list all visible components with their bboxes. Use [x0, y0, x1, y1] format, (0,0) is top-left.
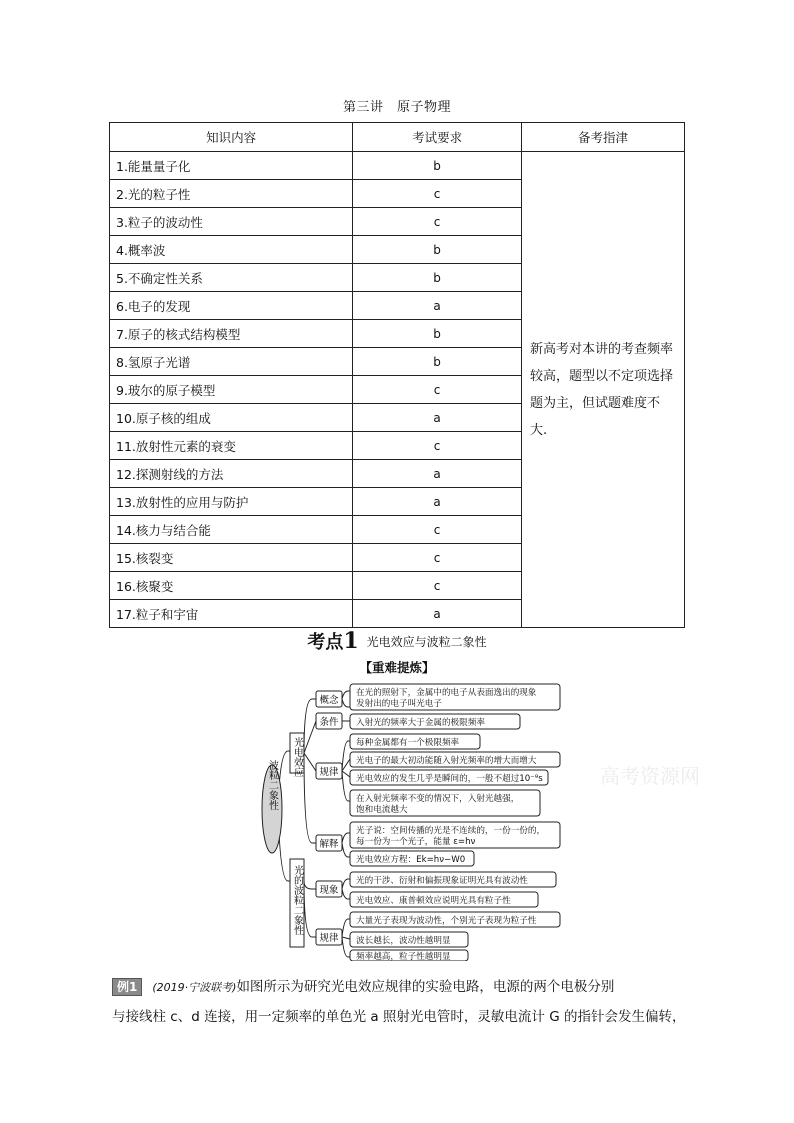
level-cell: c	[353, 516, 522, 544]
topic-cell: 2.光的粒子性	[110, 180, 353, 208]
explain-line1: 光子说：空间传播的光是不连续的，一份一份的，	[356, 826, 546, 836]
branch-duality-label: 光的波粒二象性	[291, 865, 303, 935]
topic-cell: 6.电子的发现	[110, 292, 353, 320]
table-header-row	[110, 123, 685, 152]
level-cell: b	[353, 236, 522, 264]
example-badge: 例1	[112, 978, 142, 996]
example-line1: 如图所示为研究光电效应规律的实验电路，电源的两个电极分别	[236, 979, 615, 995]
topic-cell: 8.氢原子光谱	[110, 348, 353, 376]
level-cell: c	[353, 180, 522, 208]
concept-line1: 在光的照射下，金属中的电子从表面逸出的现象	[356, 688, 537, 698]
wave-law-2: 波长越长，波动性越明显	[356, 936, 451, 946]
concept-line2: 发射出的电子叫光电子	[356, 699, 442, 709]
law-item-2: 光电子的最大初动能随入射光频率的增大而增大	[356, 756, 537, 766]
topic-cell: 7.原子的核式结构模型	[110, 320, 353, 348]
explain-line2: 每一份为一个光子，能量 ε=hν	[356, 837, 476, 847]
level-cell: a	[353, 404, 522, 432]
level-cell: a	[353, 292, 522, 320]
topic-cell: 16.核聚变	[110, 572, 353, 600]
topic-cell: 17.粒子和宇宙	[110, 600, 353, 628]
topic-cell: 4.概率波	[110, 236, 353, 264]
cat-explain: 解释	[319, 839, 339, 850]
cat-concept: 概念	[319, 695, 339, 706]
topic-cell: 1.能量量子化	[110, 152, 353, 180]
level-cell: a	[353, 460, 522, 488]
condition-text: 入射光的频率大于金属的极限频率	[356, 718, 485, 728]
guidance-cell: 新高考对本讲的考查频率较高，题型以不定项选择题为主，但试题难度不大.	[521, 152, 684, 628]
topic-cell: 10.原子核的组成	[110, 404, 353, 432]
section-number: 1	[343, 628, 359, 654]
cat-law2: 规律	[319, 933, 339, 944]
page-title: 第三讲 原子物理	[342, 100, 451, 115]
topic-cell: 11.放射性元素的衰变	[110, 432, 353, 460]
example-source: (2019·宁波联考)	[152, 981, 237, 994]
section-label: 考点	[307, 632, 344, 653]
law-item-4-line1: 在入射光频率不变的情况下，入射光越强，	[356, 794, 520, 804]
explain-equation: 光电效应方程：Ek=hν−W0	[356, 855, 466, 865]
concept-map	[258, 681, 568, 965]
watermark: 高考资源网	[600, 764, 700, 788]
root-label: 波粒二象性	[266, 760, 278, 810]
wave-law-3: 频率越高，粒子性越明显	[356, 952, 451, 961]
header-knowledge: 知识内容	[110, 123, 353, 152]
topic-cell: 15.核裂变	[110, 544, 353, 572]
example-block	[112, 972, 688, 1025]
level-cell: a	[353, 488, 522, 516]
cat-law: 规律	[319, 767, 339, 778]
level-cell: b	[353, 264, 522, 292]
level-cell: c	[353, 572, 522, 600]
topic-cell: 5.不确定性关系	[110, 264, 353, 292]
cat-phenomenon: 现象	[319, 885, 339, 896]
section-subtitle: 光电效应与波粒二象性	[366, 635, 487, 649]
topic-cell: 14.核力与结合能	[110, 516, 353, 544]
level-cell: c	[353, 544, 522, 572]
phenomenon-1: 光的干涉、衍射和偏振现象证明光具有波动性	[356, 876, 528, 886]
level-cell: c	[353, 208, 522, 236]
example-line2: 与接线柱 c、d 连接，用一定频率的单色光 a 照射光电管时，灵敏电流计 G 的指针会发生偏转，	[112, 1009, 686, 1025]
cat-condition: 条件	[319, 717, 339, 728]
level-cell: a	[353, 600, 522, 628]
category-boxes	[316, 691, 342, 945]
level-cell: c	[353, 376, 522, 404]
level-cell: b	[353, 152, 522, 180]
requirements-table	[109, 122, 685, 628]
sub-heading: 【重难提炼】	[359, 660, 435, 675]
branch-photoelectric-label: 光电效应	[291, 737, 303, 777]
law-item-4-line2: 饱和电流越大	[356, 805, 408, 815]
phenomenon-2: 光电效应、康普顿效应说明光具有粒子性	[356, 896, 511, 906]
law-item-1: 每种金属都有一个极限频率	[356, 738, 460, 748]
wave-law-1: 大量光子表现为波动性，个别光子表现为粒子性	[356, 916, 537, 926]
table-row	[110, 152, 685, 180]
level-cell: c	[353, 432, 522, 460]
law-item-3: 光电效应的发生几乎是瞬间的，一般不超过10⁻⁹s	[356, 774, 543, 784]
header-requirement: 考试要求	[353, 123, 522, 152]
level-cell: b	[353, 320, 522, 348]
header-guidance: 备考指津	[521, 123, 684, 152]
topic-cell: 13.放射性的应用与防护	[110, 488, 353, 516]
topic-cell: 12.探测射线的方法	[110, 460, 353, 488]
level-cell: b	[353, 348, 522, 376]
section-heading	[0, 628, 794, 654]
topic-cell: 3.粒子的波动性	[110, 208, 353, 236]
topic-cell: 9.玻尔的原子模型	[110, 376, 353, 404]
